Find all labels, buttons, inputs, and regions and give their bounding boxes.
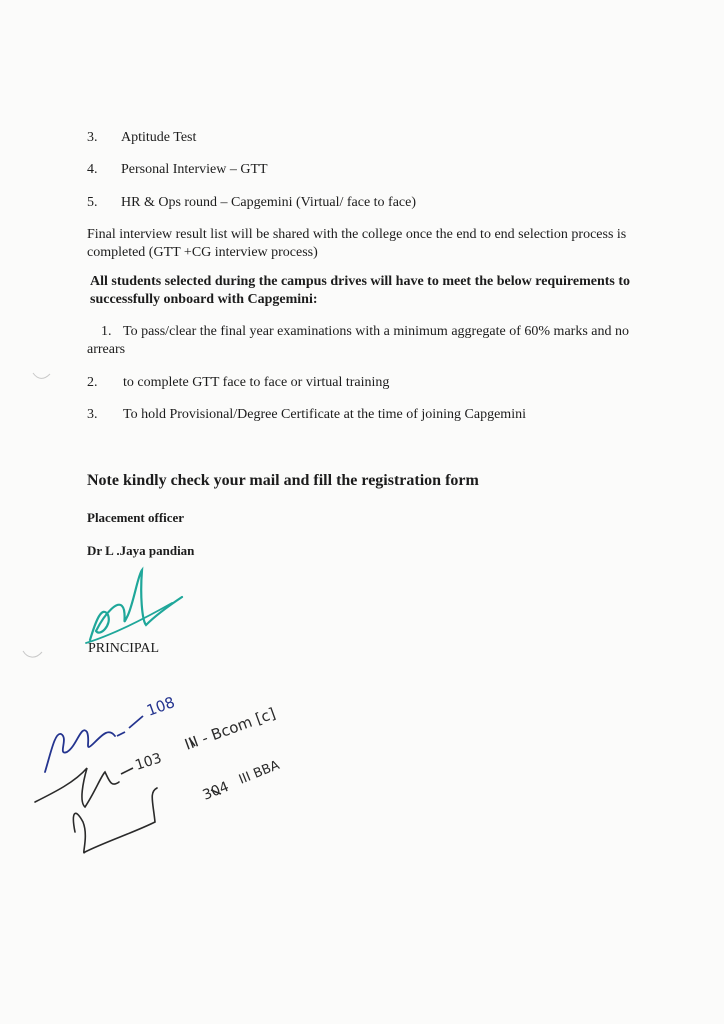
process-step-text: Personal Interview – GTT	[121, 162, 268, 177]
process-step-text: HR & Ops round – Capgemini (Virtual/ face to face)	[121, 195, 417, 210]
registration-note: Note kindly check your mail and fill the registration form	[87, 472, 479, 489]
requirement-2: 2. to complete GTT face to face or virtual training	[87, 375, 390, 390]
process-step-text: Aptitude Test	[121, 130, 197, 145]
requirement-text: to complete GTT face to face or virtual training	[123, 375, 390, 390]
handwritten-annotations	[25, 672, 345, 872]
requirements-heading: All students selected during the campus drives will have to meet the below requirements to successfully onboard with Capgemini:	[90, 274, 630, 307]
handwritten-note-103: 103	[133, 750, 164, 774]
process-step-4: 4. Personal Interview – GTT	[87, 162, 268, 177]
principal-label: PRINCIPAL	[88, 641, 160, 656]
placement-officer-label: Placement officer	[87, 510, 185, 525]
handwritten-note-bba: III BBA	[236, 757, 282, 788]
handwritten-note-108: 108	[144, 693, 178, 720]
officer-name: Dr L .Jaya pandian	[87, 543, 195, 558]
handwritten-note-bcom: III - Bcom [c]	[182, 704, 278, 754]
process-step-5: 5. HR & Ops round – Capgemini (Virtual/ face to face)	[87, 195, 417, 210]
process-step-3: 3. Aptitude Test	[87, 130, 197, 145]
black-initials-scribble	[35, 768, 119, 807]
scan-artifact-mark	[32, 370, 52, 384]
handwritten-note-304: 304	[200, 778, 232, 804]
requirement-text: To hold Provisional/Degree Certificate at the time of joining Capgemini	[123, 407, 526, 422]
scan-artifact-mark	[22, 648, 44, 662]
blue-initials-scribble	[45, 730, 115, 772]
requirement-1: 1. To pass/clear the final year examinations with a minimum aggregate of 60% marks and no arrears	[87, 324, 629, 357]
requirement-3: 3. To hold Provisional/Degree Certificate at the time of joining Capgemini	[87, 407, 526, 422]
result-paragraph: Final interview result list will be shared with the college once the end to end selection process is completed (GTT +CG interview process)	[87, 227, 627, 260]
requirement-text: To pass/clear the final year examinations with a minimum aggregate of 60% marks and no arrears	[87, 324, 629, 357]
principal-signature	[82, 565, 192, 650]
